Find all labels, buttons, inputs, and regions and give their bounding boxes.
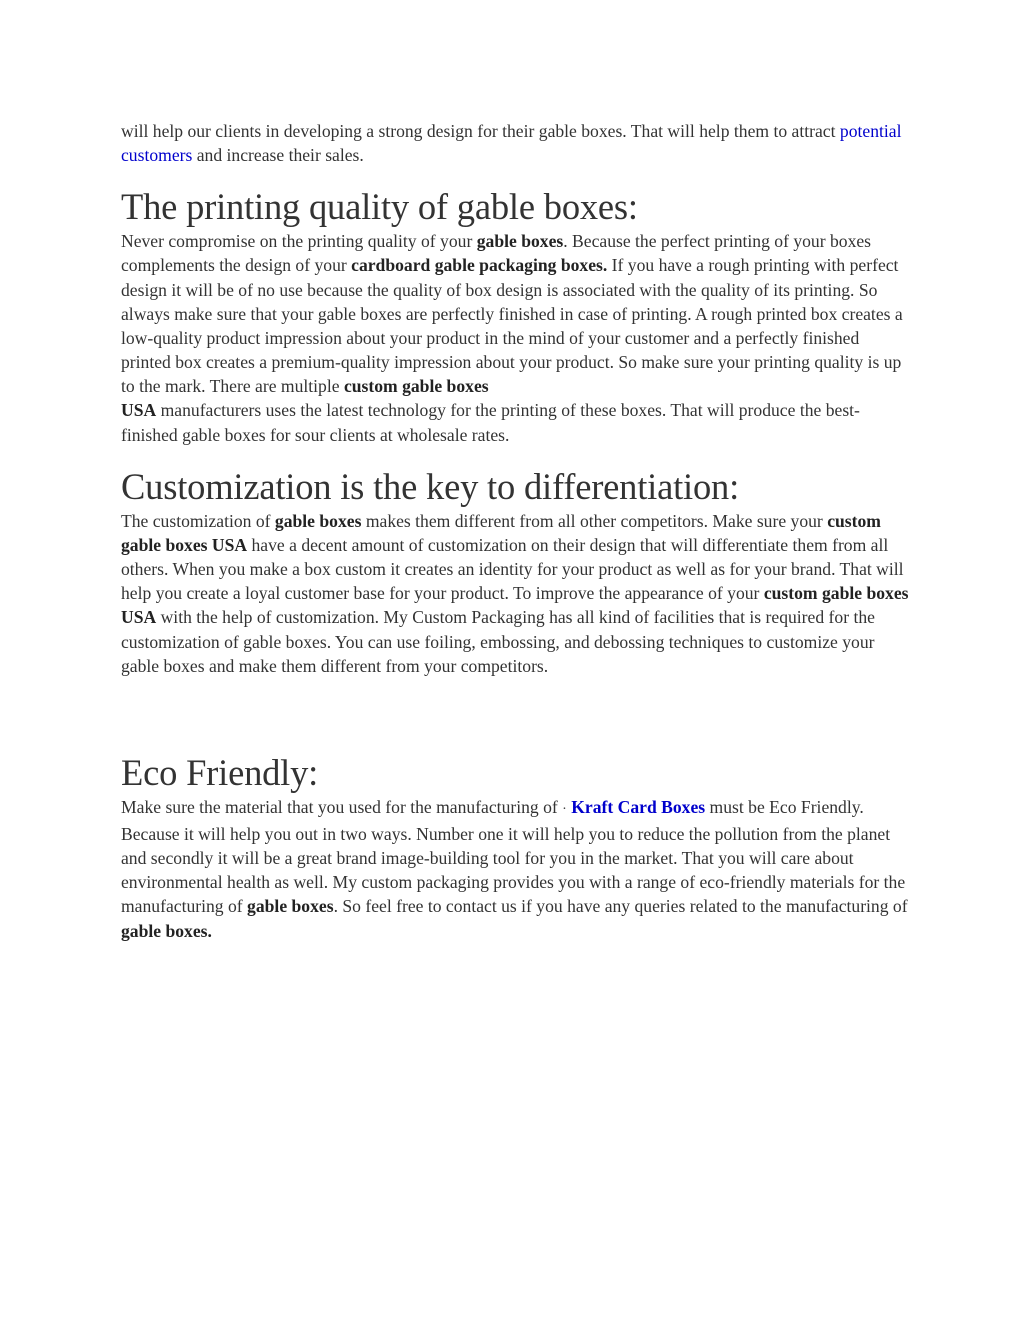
printing-bold-usa: USA: [121, 400, 157, 421]
eco-text-2: must be Eco Friendly. Because it will help you out in two ways. Number one it will help you to reduce the pollution from the planet and secondly it will be a great brand image-building tool for you in the market. That you will care about environmental health as well. My custom packaging provides you with a range of eco-friendly materials for the manufacturing of: [121, 796, 906, 917]
printing-heading: The printing quality of gable boxes:: [121, 186, 638, 228]
potential-customers-link[interactable]: potential customers: [121, 121, 902, 166]
customization-text-2: makes them different from all other competitors. Make sure your: [361, 510, 828, 531]
printing-bold-cardboard: cardboard gable packaging boxes.: [351, 255, 608, 276]
customization-text-3: have a decent amount of customization on their design that will differentiate them from all others. When you make a box custom it creates an identity for your product as well as for your brand. That will help you create a loyal customer base for your product. To improve the appearance of your: [121, 534, 904, 604]
bullet-icon: ·: [562, 801, 567, 817]
intro-text-a: will help our clients in developing a strong design for their gable boxes. That will help them to attract: [121, 121, 840, 141]
printing-paragraph: [121, 229, 911, 446]
kraft-card-boxes-link[interactable]: Kraft Card Boxes: [571, 796, 706, 817]
customization-text-4: with the help of customization. My Custom Packaging has all kind of facilities that is required for the customization of gable boxes. You can use foiling, embossing, and debossing techniques to customize your gable boxes and make them different from your competitors.: [121, 607, 875, 676]
printing-bold-custom-gable-boxes: custom gable boxes: [343, 376, 489, 397]
eco-text-1: Make sure the material that you used for the manufacturing of: [121, 796, 563, 817]
printing-text-4: manufacturers uses the latest technology for the printing of these boxes. That will produce the best-finished gable boxes for sour clients at wholesale rates.: [121, 400, 860, 445]
document-page: [121, 119, 911, 943]
customization-bold-custom-usa-1: custom gable boxes USA: [121, 510, 881, 555]
eco-text-3: . So feel free to contact us if you have any queries related to the manufacturing of: [333, 896, 908, 917]
eco-bold-gable-boxes-1: gable boxes: [247, 896, 334, 917]
printing-text-2: . Because the perfect printing of your boxes complements the design of your: [121, 231, 872, 276]
customization-paragraph: [121, 509, 911, 678]
intro-text-b: and increase their sales.: [192, 145, 364, 166]
customization-bold-custom-usa-2: custom gable boxes USA: [121, 583, 909, 628]
printing-text-3: If you have a rough printing with perfect design it will be of no use because the quality of box design is associated with the quality of its printing. So always make sure that your gable boxes are perfectly finished in case of printing. A rough printed box creates a low-quality product impression about your product in the mind of your customer and a perfectly finished printed box creates a premium-quality impression about your product. So make sure your printing quality is up to the mark. There are multiple: [121, 255, 903, 397]
customization-bold-gable-boxes: gable boxes: [274, 510, 362, 531]
printing-bold-gable-boxes: gable boxes: [476, 231, 564, 252]
customization-text-1: The customization of: [121, 510, 275, 531]
eco-bold-gable-boxes-2: gable boxes.: [121, 920, 212, 941]
customization-heading: Customization is the key to differentiation:: [121, 465, 740, 507]
printing-text-1: Never compromise on the printing quality of your: [121, 231, 477, 252]
eco-heading: Eco Friendly:: [121, 751, 319, 793]
intro-paragraph: [121, 119, 911, 167]
eco-paragraph: [121, 795, 911, 943]
